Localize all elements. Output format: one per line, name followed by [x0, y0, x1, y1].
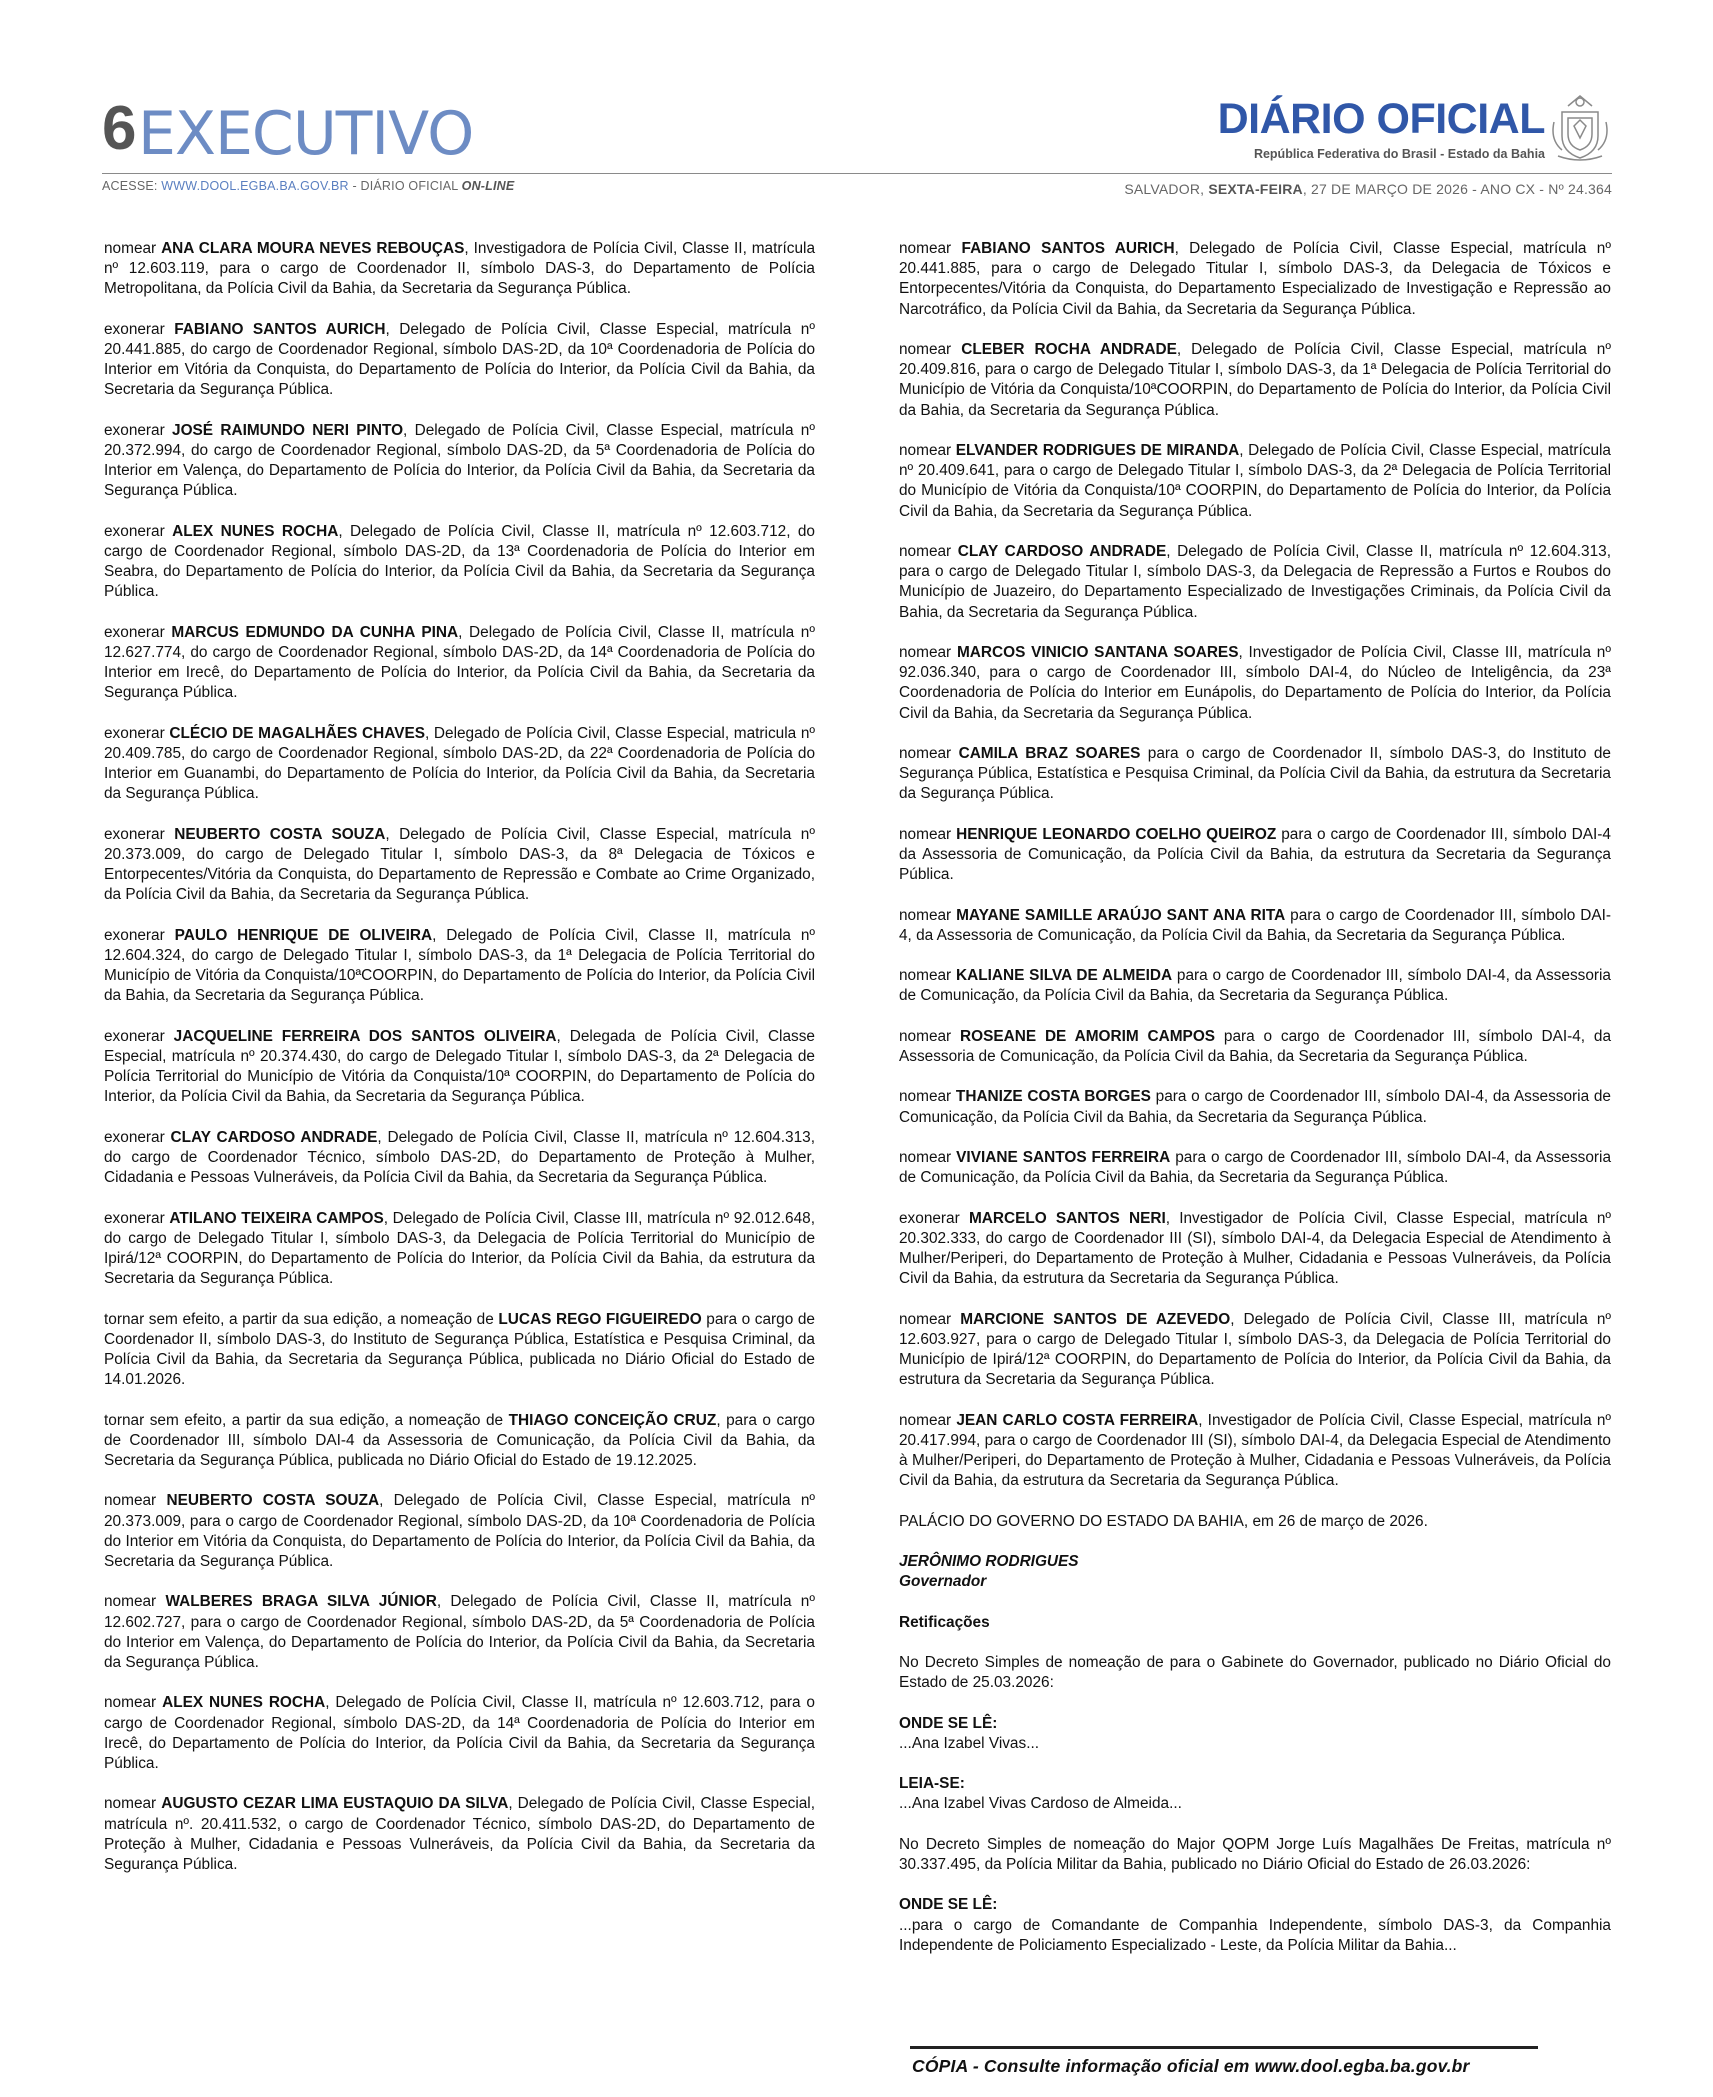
act-paragraph: nomear MARCIONE SANTOS DE AZEVEDO, Delegado de Polícia Civil, Classe III, matrícula nº 12.603.927, para o cargo de Delegado Titular I, símbolo DAS-3, da Delegacia de Polícia Territorial do Município de Ipirá/12ª COORPIN, do Departamento de Polícia do Interior, da Polícia Civil da Bahia, da estrutura da Secretaria da Segurança Pública. [899, 1310, 1611, 1389]
act-paragraph: nomear ROSEANE DE AMORIM CAMPOS para o cargo de Coordenador III, símbolo DAI-4, da Assessoria de Comunicação, da Polícia Civil da Bahia, da Secretaria da Segurança Pública. [899, 1027, 1612, 1065]
act-paragraph: nomear ALEX NUNES ROCHA, Delegado de Polícia Civil, Classe II, matrícula nº 12.603.712, para o cargo de Coordenador Regional, símbolo DAS-2D, da 14ª Coordenadoria de Polícia do Interior em Irecê, do Departamento de Polícia do Interior, da Polícia Civil da Bahia, da Secretaria da Segurança Pública. [104, 1694, 815, 1772]
page-header [0, 0, 1713, 200]
footer-copy-note: CÓPIA - Consulte informação oficial em www.dool.egba.ba.gov.br [912, 2056, 1470, 2076]
act-paragraph: exonerar NEUBERTO COSTA SOUZA, Delegado de Polícia Civil, Classe Especial, matrícula nº 20.373.009, do cargo de Delegado Titular I, símbolo DAS-3, da 8ª Delegacia de Tóxicos e Entorpecentes/Vitória da Conquista, do Departamento de Repressão e Combate ao Crime Organizado, da Polícia Civil da Bahia, da Secretaria da Segurança Pública. [104, 825, 815, 904]
masthead-title: DIÁRIO OFICIAL [1217, 95, 1545, 143]
act-paragraph: exonerar JACQUELINE FERREIRA DOS SANTOS OLIVEIRA, Delegada de Polícia Civil, Classe Especial, matrícula nº 20.374.430, do cargo de Delegado Titular I, símbolo DAS-3, da 2ª Delegacia de Polícia Territorial do Município de Vitória da Conquista/10ª COORPIN, do Departamento de Polícia do Interior, da Polícia Civil da Bahia, da Secretaria da Segurança Pública. [104, 1027, 815, 1106]
act-paragraph: tornar sem efeito, a partir da sua edição, a nomeação de THIAGO CONCEIÇÃO CRUZ, para o cargo de Coordenador III, símbolo DAI-4 da Assessoria de Comunicação, da Polícia Civil da Bahia, da Secretaria da Segurança Pública, publicada no Diário Oficial do Estado de 19.12.2025. [104, 1411, 815, 1469]
act-paragraph: nomear ANA CLARA MOURA NEVES REBOUÇAS, Investigadora de Polícia Civil, Classe II, matrícula nº 12.603.119, para o cargo de Coordenador II, símbolo DAS-3, do Departamento de Polícia Metropolitana, da Polícia Civil da Bahia, da Secretaria da Segurança Pública. [104, 240, 816, 298]
act-paragraph: nomear JEAN CARLO COSTA FERREIRA, Investigador de Polícia Civil, Classe Especial, matrícula nº 20.417.994, para o cargo de Coordenador III (SI), símbolo DAI-4, da Delegacia Especial de Atendimento à Mulher/Periperi, do Departamento de Proteção à Mulher, Cidadania e Pessoas Vulneráveis, da Polícia Civil da Bahia, da estrutura da Secretaria da Segurança Pública. [899, 1411, 1612, 1490]
onde-se-le-label: ONDE SE LÊ: [899, 1896, 998, 1914]
act-paragraph: nomear ELVANDER RODRIGUES DE MIRANDA, Delegado de Polícia Civil, Classe Especial, matrícula nº 20.409.641, para o cargo de Delegado Titular I, símbolo DAS-3, da 2ª Delegacia de Polícia Territorial do Município de Vitória da Conquista/10ª COORPIN, do Departamento de Polícia do Interior, da Polícia Civil da Bahia, da Secretaria da Segurança Pública. [899, 442, 1611, 520]
footer-divider [910, 2046, 1538, 2049]
act-paragraph: nomear WALBERES BRAGA SILVA JÚNIOR, Delegado de Polícia Civil, Classe II, matrícula nº 12.602.727, para o cargo de Coordenador Regional, símbolo DAS-2D, da 5ª Coordenadoria de Polícia do Interior em Valença, do Departamento de Polícia do Interior, da Polícia Civil da Bahia, da Secretaria da Segurança Pública. [104, 1593, 815, 1671]
act-paragraph: exonerar CLÉCIO DE MAGALHÃES CHAVES, Delegado de Polícia Civil, Classe Especial, matricula nº 20.409.785, do cargo de Coordenador Regional, símbolo DAS-2D, da 22ª Coordenadoria de Polícia do Interior em Guanambi, do Departamento de Polícia do Interior, da Polícia Civil da Bahia, da Secretaria da Segurança Pública. [104, 724, 815, 803]
act-paragraph: nomear AUGUSTO CEZAR LIMA EUSTAQUIO DA SILVA, Delegado de Polícia Civil, Classe Especial, matrícula nº. 20.411.532, o cargo de Coordenador Técnico, símbolo DAS-2D, do Departamento de Proteção à Mulher, Cidadania e Pessoas Vulneráveis, da Polícia Civil da Bahia, da Secretaria da Segurança Pública. [104, 1795, 815, 1873]
act-paragraph: nomear HENRIQUE LEONARDO COELHO QUEIROZ para o cargo de Coordenador III, símbolo DAI-4 da Assessoria de Comunicação, da Polícia Civil da Bahia, da estrutura da Secretaria da Segurança Pública. [899, 825, 1611, 884]
leia-se-label: LEIA-SE: [899, 1775, 965, 1793]
section-title: EXECUTIVO [138, 99, 474, 169]
onde-se-le-label: ONDE SE LÊ: [899, 1714, 998, 1732]
coat-of-arms-icon [1548, 92, 1612, 164]
retificacoes-title: Retificações [899, 1613, 990, 1631]
access-mid: - DIÁRIO OFICIAL [348, 179, 462, 193]
dateline [1124, 181, 1612, 197]
act-paragraph: exonerar ATILANO TEIXEIRA CAMPOS, Delegado de Polícia Civil, Classe III, matrícula nº 92.012.648, do cargo de Delegado Titular I, símbolo DAS-3, da Delegacia de Polícia Territorial do Município de Ipirá/12ª COORPIN, do Departamento de Polícia do Interior, da Polícia Civil da Bahia, da estrutura da Secretaria da Segurança Pública. [104, 1209, 816, 1288]
date-day: SEXTA-FEIRA [1208, 181, 1303, 197]
act-paragraph: exonerar CLAY CARDOSO ANDRADE, Delegado de Polícia Civil, Classe II, matrícula nº 12.604.313, do cargo de Coordenador Técnico, símbolo DAS-2D, do Departamento de Proteção à Mulher, Cidadania e Pessoas Vulneráveis, da Polícia Civil da Bahia, da Secretaria da Segurança Pública. [104, 1128, 815, 1187]
act-paragraph: nomear CLEBER ROCHA ANDRADE, Delegado de Polícia Civil, Classe Especial, matrícula nº 20.409.816, para o cargo de Delegado Titular I, símbolo DAS-3, da 1ª Delegacia de Polícia Territorial do Município de Vitória da Conquista/10ªCOORPIN, do Departamento de Polícia do Interior, da Polícia Civil da Bahia, da Secretaria da Segurança Pública. [899, 341, 1611, 419]
act-paragraph: nomear NEUBERTO COSTA SOUZA, Delegado de Polícia Civil, Classe Especial, matrícula nº 20.373.009, para o cargo de Coordenador Regional, símbolo DAS-2D, da 10ª Coordenadoria de Polícia do Interior em Vitória da Conquista, do Departamento de Polícia do Interior, da Polícia Civil da Bahia, da Secretaria da Segurança Pública. [104, 1492, 816, 1570]
access-prefix: ACESSE: [102, 179, 162, 193]
palace-line: PALÁCIO DO GOVERNO DO ESTADO DA BAHIA, em 26 de março de 2026. [899, 1512, 1428, 1530]
act-paragraph: nomear MAYANE SAMILLE ARAÚJO SANT ANA RITA para o cargo de Coordenador III, símbolo DAI-4, da Assessoria de Comunicação, da Polícia Civil da Bahia, da Secretaria da Segurança Pública. [899, 906, 1611, 944]
act-paragraph: nomear CLAY CARDOSO ANDRADE, Delegado de Polícia Civil, Classe II, matrícula nº 12.604.313, para o cargo de Delegado Titular I, símbolo DAS-3, da Delegacia de Repressão a Furtos e Roubos do Município de Juazeiro, do Departamento Especializado de Investigações Criminais, da Polícia Civil da Bahia, da Secretaria da Segurança Pública. [899, 543, 1611, 621]
signer-role: Governador [899, 1573, 987, 1591]
onde-se-le-text: ...Ana Izabel Vivas... [899, 1734, 1040, 1752]
masthead-subtitle: República Federativa do Brasil - Estado da Bahia [1253, 147, 1545, 161]
act-paragraph: exonerar PAULO HENRIQUE DE OLIVEIRA, Delegado de Polícia Civil, Classe II, matrícula nº 12.604.324, do cargo de Delegado Titular I, símbolo DAS-3, da 1ª Delegacia de Polícia Territorial do Município de Vitória da Conquista/10ªCOORPIN, do Departamento de Polícia do Interior, da Polícia Civil da Bahia, da Secretaria da Segurança Pública. [104, 926, 815, 1005]
left-column [104, 239, 815, 1895]
act-paragraph: nomear CAMILA BRAZ SOARES para o cargo de Coordenador II, símbolo DAS-3, do Instituto de Segurança Pública, Estatística e Pesquisa Criminal, da Polícia Civil da Bahia, da estrutura da Secretaria da Segurança Pública. [899, 745, 1611, 803]
date-city: SALVADOR, [1124, 181, 1209, 197]
header-divider [102, 173, 1612, 174]
masthead [1217, 95, 1545, 161]
access-site-link[interactable]: WWW.DOOL.EGBA.BA.GOV.BR [161, 179, 349, 193]
act-paragraph: nomear FABIANO SANTOS AURICH, Delegado de Polícia Civil, Classe Especial, matrícula nº 20.441.885, para o cargo de Delegado Titular I, símbolo DAS-3, da Delegacia de Tóxicos e Entorpecentes/Vitória da Conquista, do Departamento Especializado de Investigação e Repressão ao Narcotráfico, da Polícia Civil da Bahia, da Secretaria da Segurança Pública. [899, 240, 1611, 318]
right-column [899, 239, 1611, 1976]
act-paragraph: exonerar JOSÉ RAIMUNDO NERI PINTO, Delegado de Polícia Civil, Classe Especial, matrícula nº 20.372.994, do cargo de Coordenador Regional, símbolo DAS-2D, da 5ª Coordenadoria de Polícia do Interior em Valença, do Departamento de Polícia do Interior, da Polícia Civil da Bahia, da Secretaria da Segurança Pública. [104, 421, 815, 500]
act-paragraph: exonerar ALEX NUNES ROCHA, Delegado de Polícia Civil, Classe II, matrícula nº 12.603.712, do cargo de Coordenador Regional, símbolo DAS-2D, da 13ª Coordenadoria de Polícia do Interior em Seabra, do Departamento de Polícia do Interior, da Polícia Civil da Bahia, da Secretaria da Segurança Pública. [104, 522, 815, 601]
act-paragraph: exonerar MARCELO SANTOS NERI, Investigador de Polícia Civil, Classe Especial, matrícula nº 20.302.333, do cargo de Coordenador III (SI), símbolo DAI-4, da Delegacia Especial de Atendimento à Mulher/Periperi, do Departamento de Proteção à Mulher, Cidadania e Pessoas Vulneráveis, da Polícia Civil da Bahia, da estrutura da Secretaria da Segurança Pública. [899, 1209, 1611, 1288]
act-paragraph: exonerar MARCUS EDMUNDO DA CUNHA PINA, Delegado de Polícia Civil, Classe II, matrícula nº 12.627.774, do cargo de Coordenador Regional, símbolo DAS-2D, da 14ª Coordenadoria de Polícia do Interior em Irecê, do Departamento de Polícia do Interior, da Polícia Civil da Bahia, da Secretaria da Segurança Pública. [104, 623, 815, 702]
leia-se-text: ...Ana Izabel Vivas Cardoso de Almeida... [899, 1795, 1182, 1813]
act-paragraph: exonerar FABIANO SANTOS AURICH, Delegado de Polícia Civil, Classe Especial, matrícula nº 20.441.885, do cargo de Coordenador Regional, símbolo DAS-2D, da 10ª Coordenadoria de Polícia do Interior em Vitória da Conquista, do Departamento de Polícia do Interior, da Polícia Civil da Bahia, da Secretaria da Segurança Pública. [104, 320, 815, 399]
signer-name: JERÔNIMO RODRIGUES [899, 1552, 1079, 1570]
act-paragraph: nomear KALIANE SILVA DE ALMEIDA para o cargo de Coordenador III, símbolo DAI-4, da Assessoria de Comunicação, da Polícia Civil da Bahia, da Secretaria da Segurança Pública. [899, 967, 1611, 1005]
act-paragraph: tornar sem efeito, a partir da sua edição, a nomeação de LUCAS REGO FIGUEIREDO para o cargo de Coordenador II, símbolo DAS-3, do Instituto de Segurança Pública, Estatística e Pesquisa Criminal, da Polícia Civil da Bahia, da Secretaria da Segurança Pública, publicada no Diário Oficial do Estado de 14.01.2026. [104, 1310, 815, 1389]
access-online: ON-LINE [461, 179, 515, 193]
retificacao-intro: No Decreto Simples de nomeação de para o Gabinete do Governador, publicado no Diário Oficial do Estado de 25.03.2026: [899, 1653, 1611, 1692]
act-paragraph: nomear THANIZE COSTA BORGES para o cargo de Coordenador III, símbolo DAI-4, da Assessoria de Comunicação, da Polícia Civil da Bahia, da Secretaria da Segurança Pública. [899, 1088, 1611, 1126]
onde-se-le-text: ...para o cargo de Comandante de Companhia Independente, símbolo DAS-3, da Companhia Independente de Policiamento Especializado - Leste, da Polícia Militar da Bahia... [899, 1916, 1611, 1954]
act-paragraph: nomear VIVIANE SANTOS FERREIRA para o cargo de Coordenador III, símbolo DAI-4, da Assessoria de Comunicação, da Polícia Civil da Bahia, da Secretaria da Segurança Pública. [899, 1148, 1611, 1187]
retificacao-intro: No Decreto Simples de nomeação do Major QOPM Jorge Luís Magalhães De Freitas, matrícula nº 30.337.495, da Polícia Militar da Bahia, publicado no Diário Oficial do Estado de 26.03.2026: [899, 1835, 1611, 1873]
access-line [102, 179, 514, 193]
date-rest: , 27 DE MARÇO DE 2026 - ANO CX - Nº 24.364 [1302, 181, 1612, 197]
page-number: 6 [102, 94, 136, 163]
act-paragraph: nomear MARCOS VINICIO SANTANA SOARES, Investigador de Polícia Civil, Classe III, matrícula nº 92.036.340, para o cargo de Coordenador III, símbolo DAI-4, do Núcleo de Inteligência, da 23ª Coordenadoria de Polícia do Interior em Eunápolis, do Departamento de Polícia do Interior, da Polícia Civil da Bahia, da Secretaria da Segurança Pública. [899, 644, 1611, 722]
